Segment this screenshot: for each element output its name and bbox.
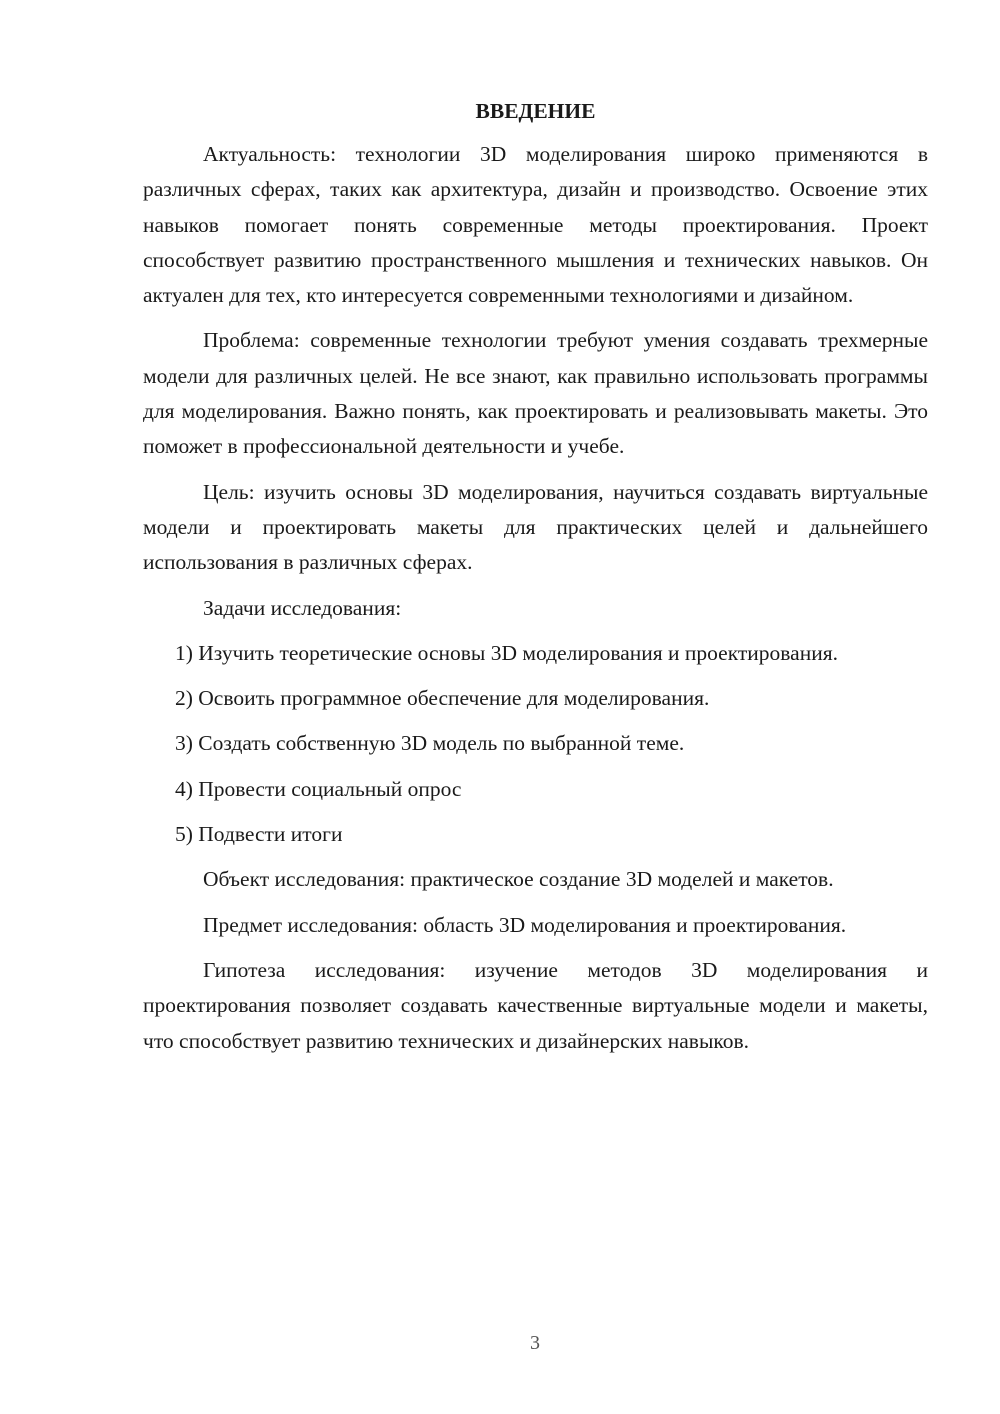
task-item: 3) Создать собственную 3D модель по выбранной теме. (175, 731, 685, 756)
tasks-heading: Задачи исследования: (203, 595, 402, 620)
task-item: 4) Провести социальный опрос (175, 776, 462, 801)
task-item: 5) Подвести итоги (175, 822, 343, 847)
page-number: 3 (530, 1332, 540, 1354)
document-page (143, 95, 928, 1059)
goal-paragraph: Цель: изучить основы 3D моделирования, научиться создавать виртуальные модели и проектировать макеты для практических целей и дальнейшего использования в различных сферах. (143, 479, 928, 575)
problem-paragraph: Проблема: современные технологии требуют умения создавать трехмерные модели для различных целей. Не все знают, как правильно использовать программы для моделирования. Важно понять, как проектировать и реализовывать макеты. Это поможет в профессиональной деятельности и учебе. (143, 328, 928, 459)
hypothesis-paragraph: Гипотеза исследования: изучение методов 3D моделирования и проектирования позволяет создавать качественные виртуальные модели и макеты, что способствует развитию технических и дизайнерских навыков. (143, 957, 928, 1053)
section-title: ВВЕДЕНИЕ (475, 99, 596, 123)
subject-paragraph: Предмет исследования: область 3D моделирования и проектирования. (203, 912, 847, 937)
object-paragraph: Объект исследования: практическое создание 3D моделей и макетов. (203, 867, 834, 892)
tasks-list (143, 636, 928, 852)
task-item: 2) Освоить программное обеспечение для моделирования. (175, 686, 710, 711)
relevance-paragraph: Актуальность: технологии 3D моделирования широко применяются в различных сферах, таких как архитектура, дизайн и производство. Освоение этих навыков помогает понять современные методы проектирования. Проект способствует развитию пространственного мышления и технических навыков. Он актуален для тех, кто интересуется современными технологиями и дизайном. (143, 142, 928, 308)
task-item: 1) Изучить теоретические основы 3D моделирования и проектирования. (175, 640, 838, 665)
